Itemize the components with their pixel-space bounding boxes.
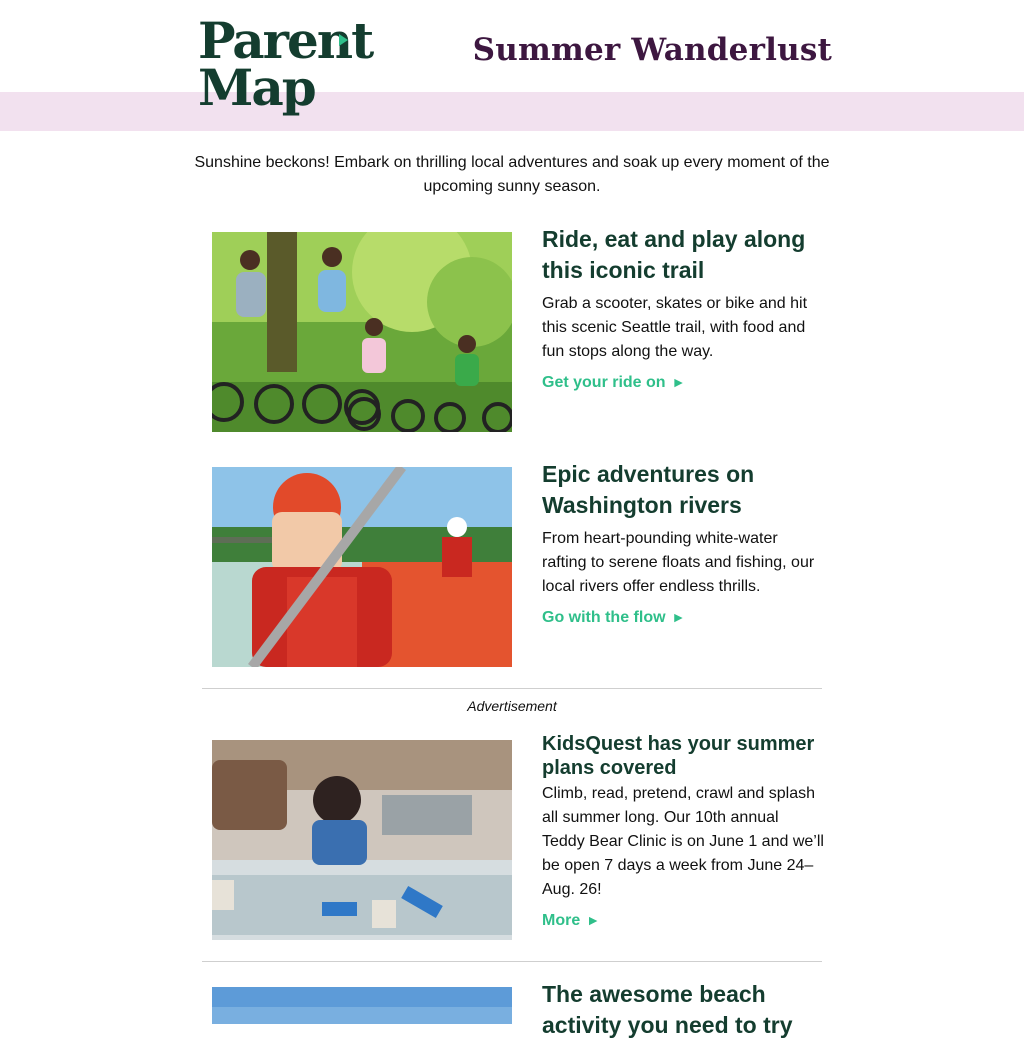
rafting-photo xyxy=(212,467,512,667)
intro-text: Sunshine beckons! Embark on thrilling local adventures and soak up every moment of the upcoming sunny season. xyxy=(194,154,830,195)
header xyxy=(0,0,1024,131)
parentmap-logo[interactable] xyxy=(198,11,373,121)
newsletter-title: Summer Wanderlust xyxy=(472,32,832,68)
story-image-kidsquest[interactable] xyxy=(212,740,512,940)
story-image-rafting[interactable] xyxy=(212,467,512,667)
play-arrow-icon: ► xyxy=(671,374,686,390)
get-your-ride-on-link[interactable] xyxy=(542,374,685,392)
story-body: From heart-pounding white-water rafting to serene floats and fishing, our local rivers offer endless thrills. xyxy=(542,530,815,595)
go-with-the-flow-link[interactable] xyxy=(542,609,685,627)
logo-line-2: Map xyxy=(198,58,315,117)
play-arrow-icon: ► xyxy=(586,912,601,928)
advertisement-label: Advertisement xyxy=(467,698,557,714)
cta-label: Go with the flow xyxy=(542,609,666,626)
divider xyxy=(202,688,822,689)
story-image-bikers[interactable] xyxy=(212,232,512,432)
beach-photo xyxy=(212,987,512,1024)
story-title[interactable]: Epic adventures on Washington rivers xyxy=(542,461,755,518)
cta-label: Get your ride on xyxy=(542,374,666,391)
story-title[interactable]: The awesome beach activity you need to try xyxy=(542,981,793,1038)
header-band xyxy=(0,92,1024,131)
more-link[interactable] xyxy=(542,912,600,930)
story-body: Grab a scooter, skates or bike and hit this scenic Seattle trail, with food and fun stops along the way. xyxy=(542,295,808,360)
bikers-photo xyxy=(212,232,512,432)
divider xyxy=(202,961,822,962)
logo-line-1: Parent xyxy=(198,11,373,70)
kidsquest-photo xyxy=(212,740,512,940)
story-title[interactable]: KidsQuest has your summer plans covered xyxy=(542,733,815,779)
story-body: Climb, read, pretend, crawl and splash all summer long. Our 10th annual Teddy Bear Clinic is on June 1 and we’ll be open 7 days a week from June 24–Aug. 26! xyxy=(542,785,824,898)
logo-triangle-icon xyxy=(339,34,348,46)
story-text xyxy=(542,224,824,392)
story-image-beach[interactable] xyxy=(212,987,512,1024)
story-text xyxy=(542,459,824,627)
play-arrow-icon: ► xyxy=(671,609,686,625)
story-text xyxy=(542,732,824,930)
story-title[interactable]: Ride, eat and play along this iconic trail xyxy=(542,226,806,283)
story-text xyxy=(542,979,824,1041)
cta-label: More xyxy=(542,912,581,929)
